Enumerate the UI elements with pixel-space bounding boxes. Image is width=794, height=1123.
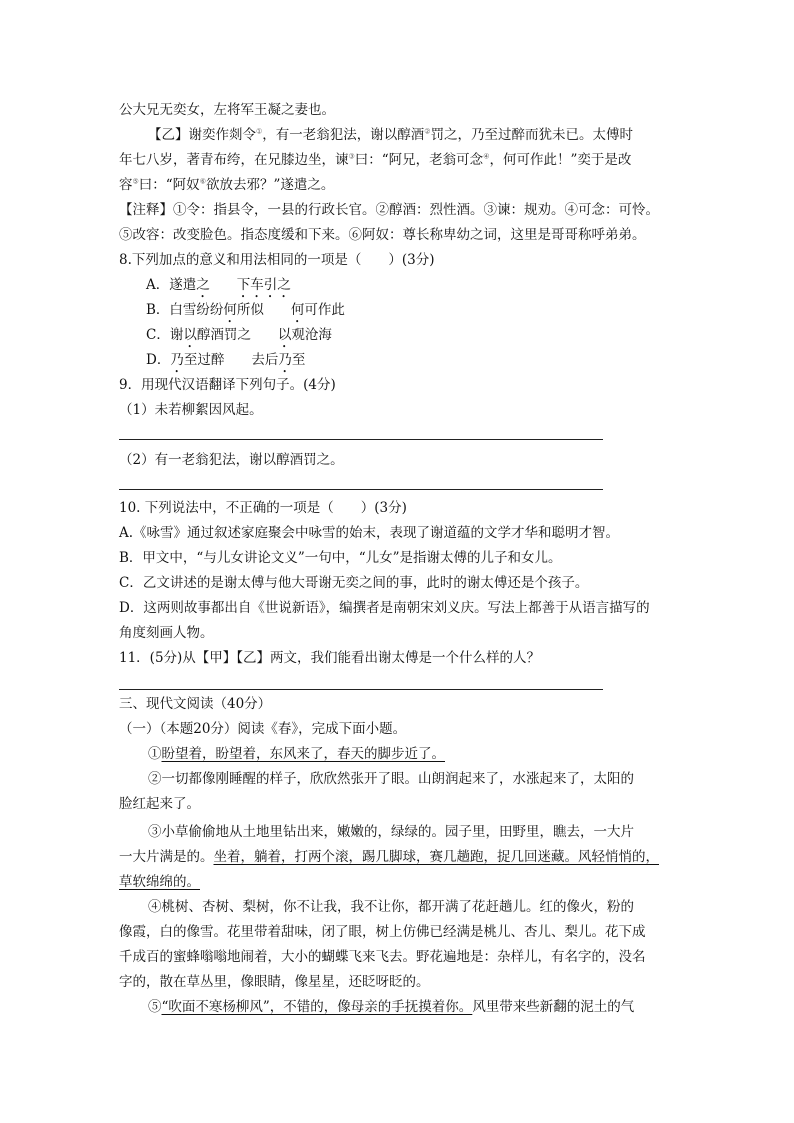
text-line: 年七八岁，著青布绔，在兄膝边坐，谏③曰：“阿兄，老翁可念④，何可作此！”奕于是改 [119, 152, 632, 168]
text-line: 角度刻画人物。 [119, 625, 214, 641]
footnote-ref: ⑥ [199, 177, 206, 186]
question-8: 8.下列加点的意义和用法相同的一项是（ ）(3分) [119, 252, 435, 268]
footnote-ref: ② [424, 127, 431, 136]
passage-paragraph-5: ⑤“吹面不寒杨柳风”，不错的，像母亲的手抚摸着你。风里带来些新翻的泥土的气 [148, 999, 635, 1015]
question-10-option-a: A.《咏雪》通过叙述家庭聚会中咏雪的始末，表现了谢道蕴的文学才华和聪明才智。 [119, 525, 620, 541]
footnote-ref: ① [256, 127, 263, 136]
text-line: 字的，散在草丛里，像眼睛，像星星，还眨呀眨的。 [119, 974, 430, 990]
section-heading: 三、现代文阅读（40分） [119, 696, 272, 712]
text-line: 【乙】谢奕作剡令①，有一老翁犯法，谢以醇酒②罚之，乃至过醉而犹未已。太傅时 [148, 127, 634, 143]
answer-line[interactable] [119, 689, 603, 690]
option-c: C．谢以醇酒罚之 以观沧海 [146, 327, 332, 343]
question-10-option-d: D．这两则故事都出自《世说新语》，编撰者是南朝宋刘义庆。写法上都善于从语言描写的 [119, 600, 650, 616]
question-10: 10. 下列说法中，不正确的一项是（ ）(3分) [119, 500, 407, 516]
passage-paragraph-2: ②一切都像刚睡醒的样子，欣欣然张开了眼。山朗润起来了，水涨起来了，太阳的 [148, 771, 634, 787]
option-d: D．乃至过醉 去后乃至 [146, 352, 306, 368]
question-11: 11．(5分)从【甲】【乙】两文，我们能看出谢太傅是一个什么样的人？ [119, 650, 541, 666]
text-line: 容⑤曰：“阿奴⑥欲放去邪？”遂遣之。 [119, 177, 335, 193]
question-10-option-b: B．甲文中，“与儿女讲论文义”一句中，“儿女”是指谢太傅的儿子和女儿。 [119, 550, 562, 566]
notes-line: ⑤改容：改变脸色。指态度缓和下来。⑥阿奴：尊长称卑幼之词，这里是哥哥称呼弟弟。 [119, 227, 646, 243]
text-line: 草软绵绵的。 [119, 874, 200, 890]
passage-paragraph-3: ③小草偷偷地从土地里钻出来，嫩嫩的，绿绿的。园子里，田野里，瞧去，一大片 [148, 824, 634, 840]
text-line: 一大片满是的。坐着，躺着，打两个滚，踢几脚球，赛几趟跑，捉几回迷藏。风轻悄悄的， [119, 849, 659, 865]
option-a: A．遂遣之 下车引之 [146, 277, 291, 293]
question-9: 9．用现代汉语翻译下列句子。(4分) [119, 377, 336, 393]
footnote-ref: ⑤ [132, 177, 139, 186]
passage-paragraph-1: ①盼望着，盼望着，东风来了，春天的脚步近了。 [148, 746, 445, 762]
question-9-2: （2）有一老翁犯法，谢以醇酒罚之。 [119, 452, 344, 468]
text-line: 千成百的蜜蜂嗡嗡地闹着，大小的蝴蝶飞来飞去。野花遍地是：杂样儿，有名字的，没名 [119, 949, 646, 965]
option-b: B．白雪纷纷何所似 何可作此 [146, 302, 345, 318]
footnote-ref: ③ [348, 152, 355, 161]
answer-line[interactable] [119, 439, 603, 440]
text-line: 脸红起来了。 [119, 796, 200, 812]
question-10-option-c: C．乙文讲述的是谢太傅与他大哥谢无奕之间的事，此时的谢太傅还是个孩子。 [119, 575, 589, 591]
text-line: 像霞，白的像雪。花里带着甜味，闭了眼，树上仿佛已经满是桃儿、杏儿、梨儿。花下成 [119, 924, 646, 940]
footnote-ref: ④ [483, 152, 490, 161]
notes-line: 【注释】①令：指县令，一县的行政长官。②醇酒：烈性酒。③谏：规劝。④可念：可怜。 [119, 202, 659, 218]
passage-paragraph-4: ④桃树、杏树、梨树，你不让我，我不让你，都开满了花赶趟儿。红的像火，粉的 [148, 899, 634, 915]
answer-line[interactable] [119, 489, 603, 490]
question-9-1: （1）未若柳絮因风起。 [119, 402, 263, 418]
text-line: 公大兄无奕女，左将军王凝之妻也。 [119, 102, 335, 118]
subsection-heading: （一）（本题20分）阅读《春》，完成下面小题。 [119, 721, 407, 737]
